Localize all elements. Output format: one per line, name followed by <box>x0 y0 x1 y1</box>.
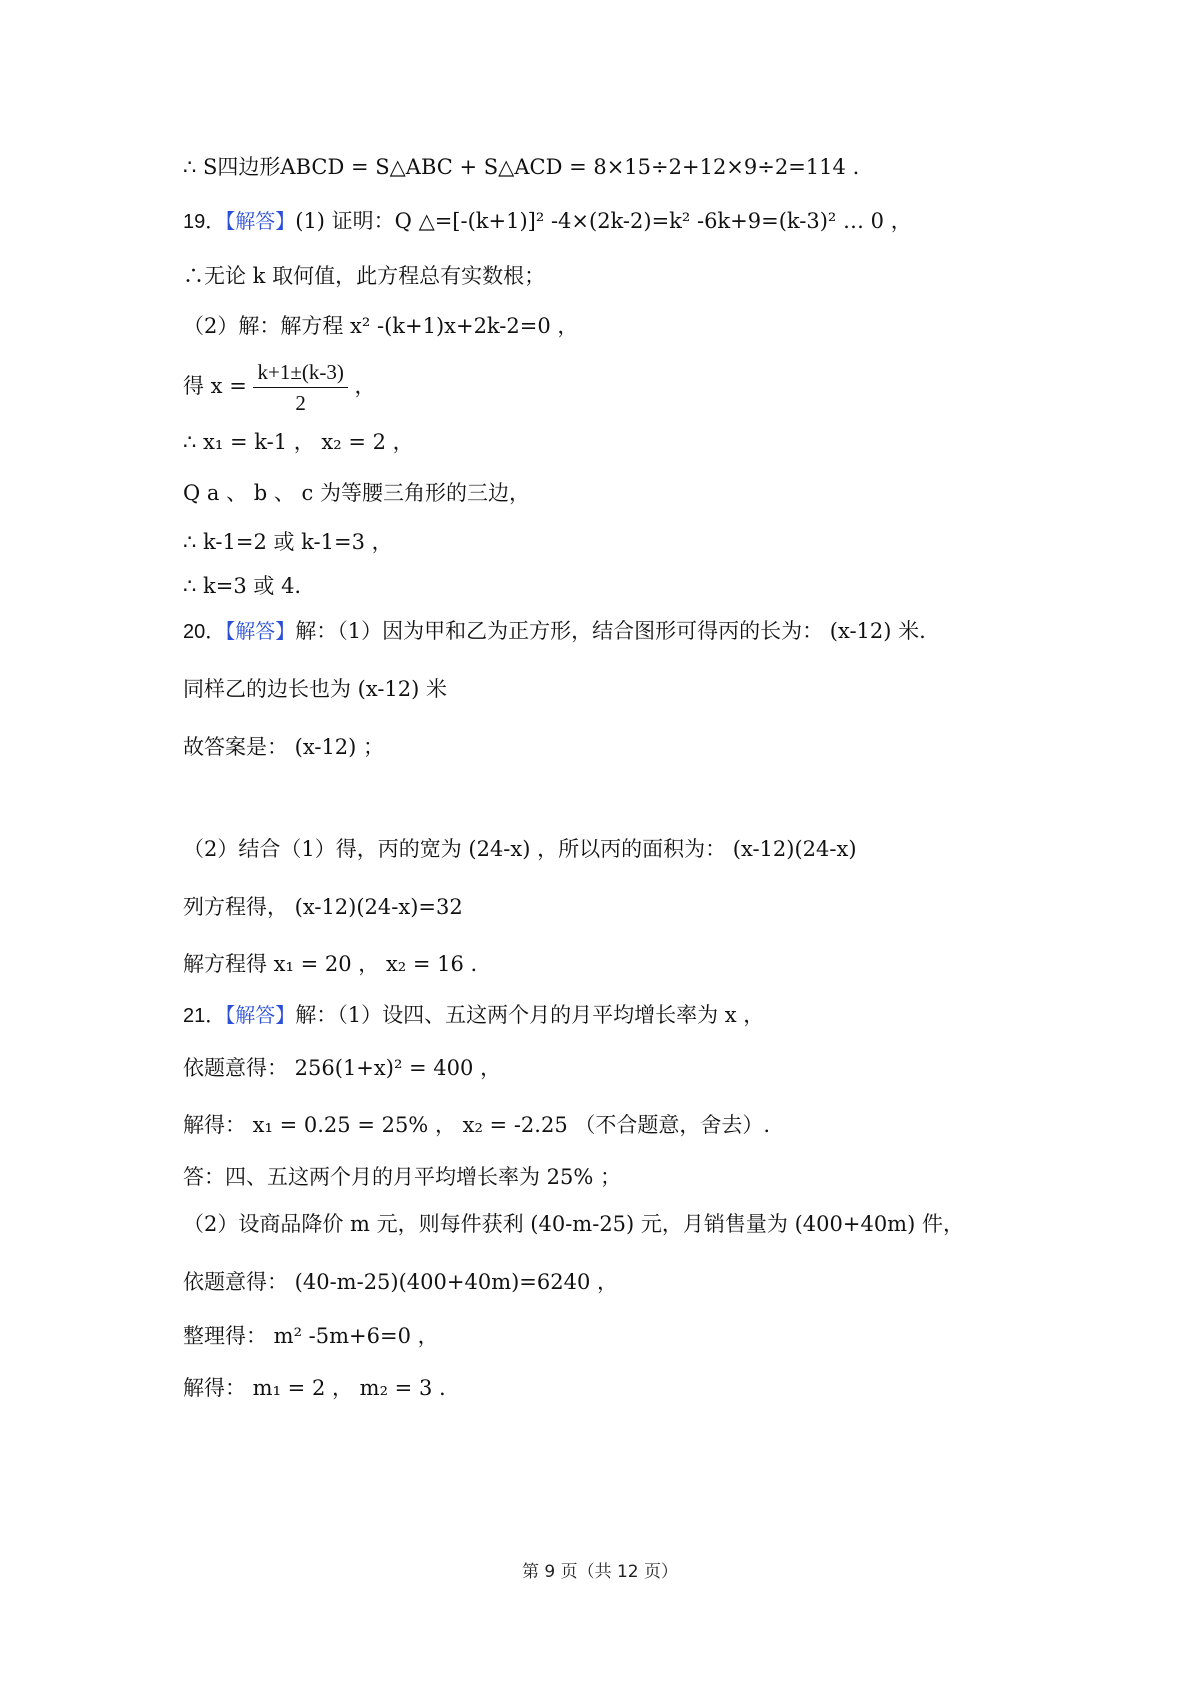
fraction <box>253 359 347 416</box>
text-line: ∴ x₁ = k-1 ， x₂ = 2 ， <box>183 430 414 454</box>
answer-tag: 【解答】 <box>225 619 296 643</box>
answer-21-heading <box>183 1001 764 1030</box>
text-line: ∴无论 k 取何值，此方程总有实数根； <box>183 264 546 288</box>
text-line: 解方程得 x₁ = 20 ， x₂ = 16 . <box>183 952 478 976</box>
formula-area-sum: ∴ S四边形ABCD = S△ABC + S△ACD = 8×15÷2+12×9÷2=114 . <box>183 155 860 179</box>
text-line: 列方程得， (x-12)(24-x)=32 <box>183 895 463 919</box>
answer-text: 解：（1）因为甲和乙为正方形，结合图形可得丙的长为： (x-12) 米. <box>295 619 926 643</box>
answer-tag: 【解答】 <box>225 1003 296 1027</box>
text-line: Q a 、 b 、 c 为等腰三角形的三边， <box>183 481 530 505</box>
question-number: 20． <box>183 621 226 643</box>
fraction-numerator: k+1±(k-3) <box>253 359 347 388</box>
text-line: 整理得： m² -5m+6=0 ， <box>183 1324 439 1348</box>
text-line: ∴ k=3 或 4. <box>183 574 302 598</box>
question-number: 19． <box>183 211 226 233</box>
answer-text: 解：（1）设四、五这两个月的月平均增长率为 x ， <box>295 1003 765 1027</box>
text-line: 解得： m₁ = 2 ， m₂ = 3 . <box>183 1376 446 1400</box>
answer-text: (1) 证明：Q △=[-(k+1)]² -4×(2k-2)=k² -6k+9=(k-3)² … 0 ， <box>295 209 912 233</box>
text-line: 答：四、五这两个月的月平均增长率为 25% ； <box>183 1165 622 1189</box>
fraction-denominator: 2 <box>295 391 306 415</box>
text-line: 依题意得： (40-m-25)(400+40m)=6240 ， <box>183 1270 619 1294</box>
text-line: 解得： x₁ = 0.25 = 25% ， x₂ = -2.25 （不合题意，舍去）. <box>183 1113 771 1137</box>
text-line: （2）解：解方程 x² -(k+1)x+2k-2=0 ， <box>183 314 579 338</box>
text-line: 依题意得： 256(1+x)² = 400 ， <box>183 1056 502 1080</box>
question-number: 21． <box>183 1005 226 1027</box>
fraction-prefix: 得 x = <box>183 374 247 398</box>
page-footer: 第 9 页（共 12 页） <box>521 1562 679 1582</box>
answer-tag: 【解答】 <box>225 209 296 233</box>
text-line: ∴ k-1=2 或 k-1=3 ， <box>183 530 393 554</box>
text-line: 同样乙的边长也为 (x-12) 米 <box>183 677 448 701</box>
text-line: （2）结合（1）得，丙的宽为 (24-x) ，所以丙的面积为： (x-12)(24-x) <box>183 837 857 861</box>
text-line: （2）设商品降价 m 元，则每件获利 (40-m-25) 元，月销售量为 (400+40m) 件， <box>183 1212 964 1236</box>
fraction-suffix: ， <box>354 374 376 398</box>
text-line: 故答案是： (x-12) ； <box>183 735 385 759</box>
answer-20-heading <box>183 617 926 646</box>
fraction-line <box>183 358 376 416</box>
answer-19-heading <box>183 207 912 236</box>
